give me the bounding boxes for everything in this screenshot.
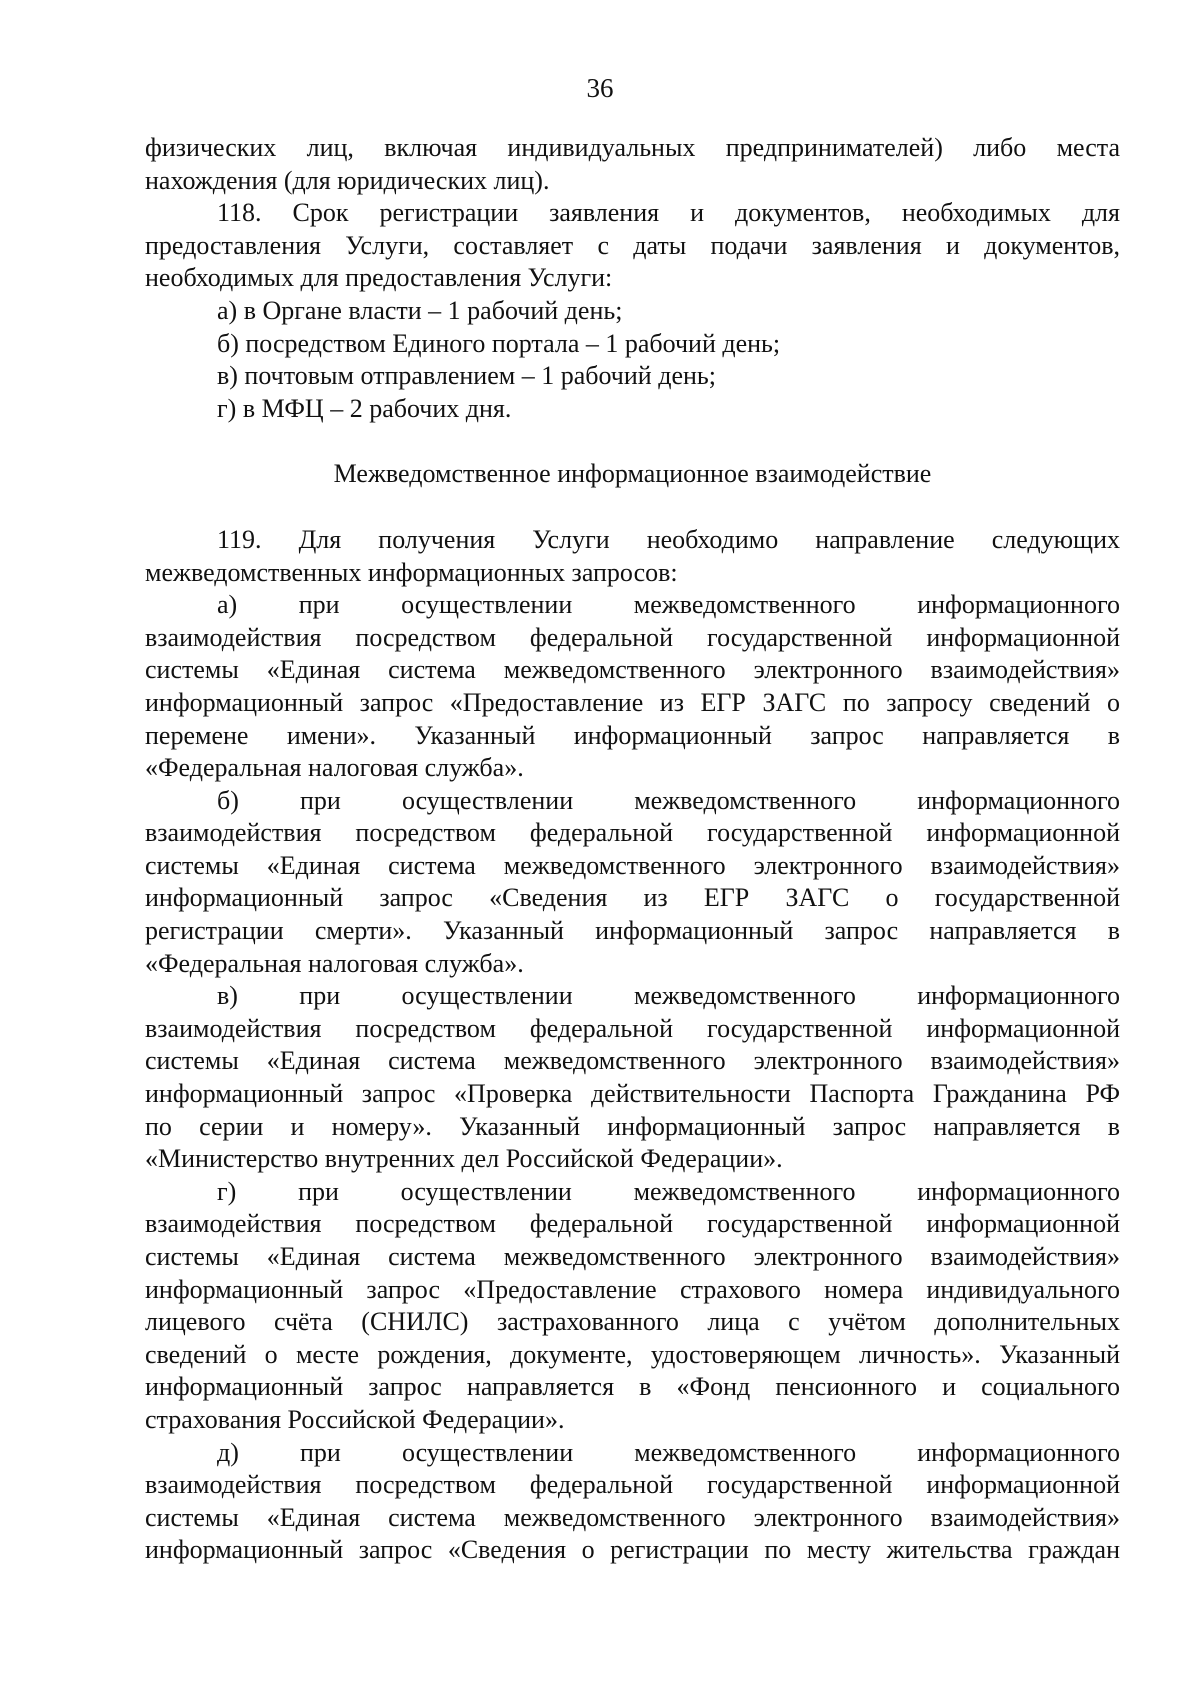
text-line: предоставления Услуги, составляет с даты подачи заявления и документов,: [145, 230, 1120, 260]
text-line: взаимодействия посредством федеральной государственной информационной: [145, 1470, 1120, 1500]
text-line: в) при осуществлении межведомственного информационного: [217, 981, 1120, 1011]
text-line: в) почтовым отправлением – 1 рабочий день;: [217, 361, 716, 391]
text-line: б) при осуществлении межведомственного информационного: [217, 785, 1120, 815]
section-heading: Межведомственное информационное взаимодействие: [333, 459, 932, 489]
text-line: физических лиц, включая индивидуальных предпринимателей) либо места: [145, 133, 1120, 162]
text-line: системы «Единая система межведомственного электронного взаимодействия»: [145, 1242, 1120, 1271]
text-line: регистрации смерти». Указанный информационный запрос направляется в: [145, 916, 1120, 946]
text-line: страхования Российской Федерации».: [145, 1404, 565, 1434]
text-line: информационный запрос «Предоставление страхового номера индивидуального: [145, 1274, 1120, 1304]
text-line: взаимодействия посредством федеральной государственной информационной: [145, 1013, 1120, 1043]
text-line: г) в МФЦ – 2 рабочих дня.: [217, 393, 512, 423]
text-line: информационный запрос «Сведения о регистрации по месту жительства граждан: [145, 1535, 1120, 1565]
text-line: д) при осуществлении межведомственного информационного: [217, 1437, 1120, 1467]
text-line: взаимодействия посредством федеральной государственной информационной: [145, 818, 1120, 848]
text-line: сведений о месте рождения, документе, удостоверяющем личность». Указанный: [145, 1339, 1120, 1369]
text-line: г) при осуществлении межведомственного информационного: [217, 1176, 1120, 1206]
text-line: межведомственных информационных запросов:: [145, 557, 678, 587]
text-line: а) при осуществлении межведомственного информационного: [217, 590, 1120, 620]
text-line: а) в Органе власти – 1 рабочий день;: [217, 295, 623, 325]
text-line: информационный запрос «Сведения из ЕГР ЗАГС о государственной: [145, 883, 1120, 913]
text-line: информационный запрос «Проверка действительности Паспорта Гражданина РФ: [145, 1079, 1120, 1109]
text-line: нахождения (для юридических лиц).: [145, 165, 550, 195]
text-line: взаимодействия посредством федеральной государственной информационной: [145, 1209, 1120, 1239]
text-line: необходимых для предоставления Услуги:: [145, 263, 613, 293]
text-line: информационный запрос «Предоставление из ЕГР ЗАГС по запросу сведений о: [145, 687, 1120, 717]
text-line: по серии и номеру». Указанный информационный запрос направляется в: [145, 1111, 1120, 1141]
text-line: «Федеральная налоговая служба».: [145, 948, 524, 978]
text-line: «Министерство внутренних дел Российской Федерации».: [145, 1144, 783, 1174]
text-line: «Федеральная налоговая служба».: [145, 753, 524, 783]
text-line: системы «Единая система межведомственного электронного взаимодействия»: [145, 1502, 1120, 1532]
text-line: взаимодействия посредством федеральной государственной информационной: [145, 622, 1120, 652]
text-line: лицевого счёта (СНИЛС) застрахованного лица с учётом дополнительных: [145, 1307, 1120, 1337]
text-line: 118. Срок регистрации заявления и документов, необходимых для: [217, 198, 1120, 228]
page-number: 36: [586, 73, 614, 103]
text-line: системы «Единая система межведомственного электронного взаимодействия»: [145, 850, 1120, 880]
text-line: 119. Для получения Услуги необходимо направление следующих: [217, 524, 1120, 554]
document-body: [145, 132, 1120, 1567]
text-line: перемене имени». Указанный информационный запрос направляется в: [145, 720, 1120, 750]
text-line: информационный запрос направляется в «Фонд пенсионного и социального: [145, 1372, 1120, 1402]
text-line: системы «Единая система межведомственного электронного взаимодействия»: [145, 1046, 1120, 1076]
text-line: б) посредством Единого портала – 1 рабочий день;: [217, 328, 781, 358]
text-line: системы «Единая система межведомственного электронного взаимодействия»: [145, 655, 1120, 685]
